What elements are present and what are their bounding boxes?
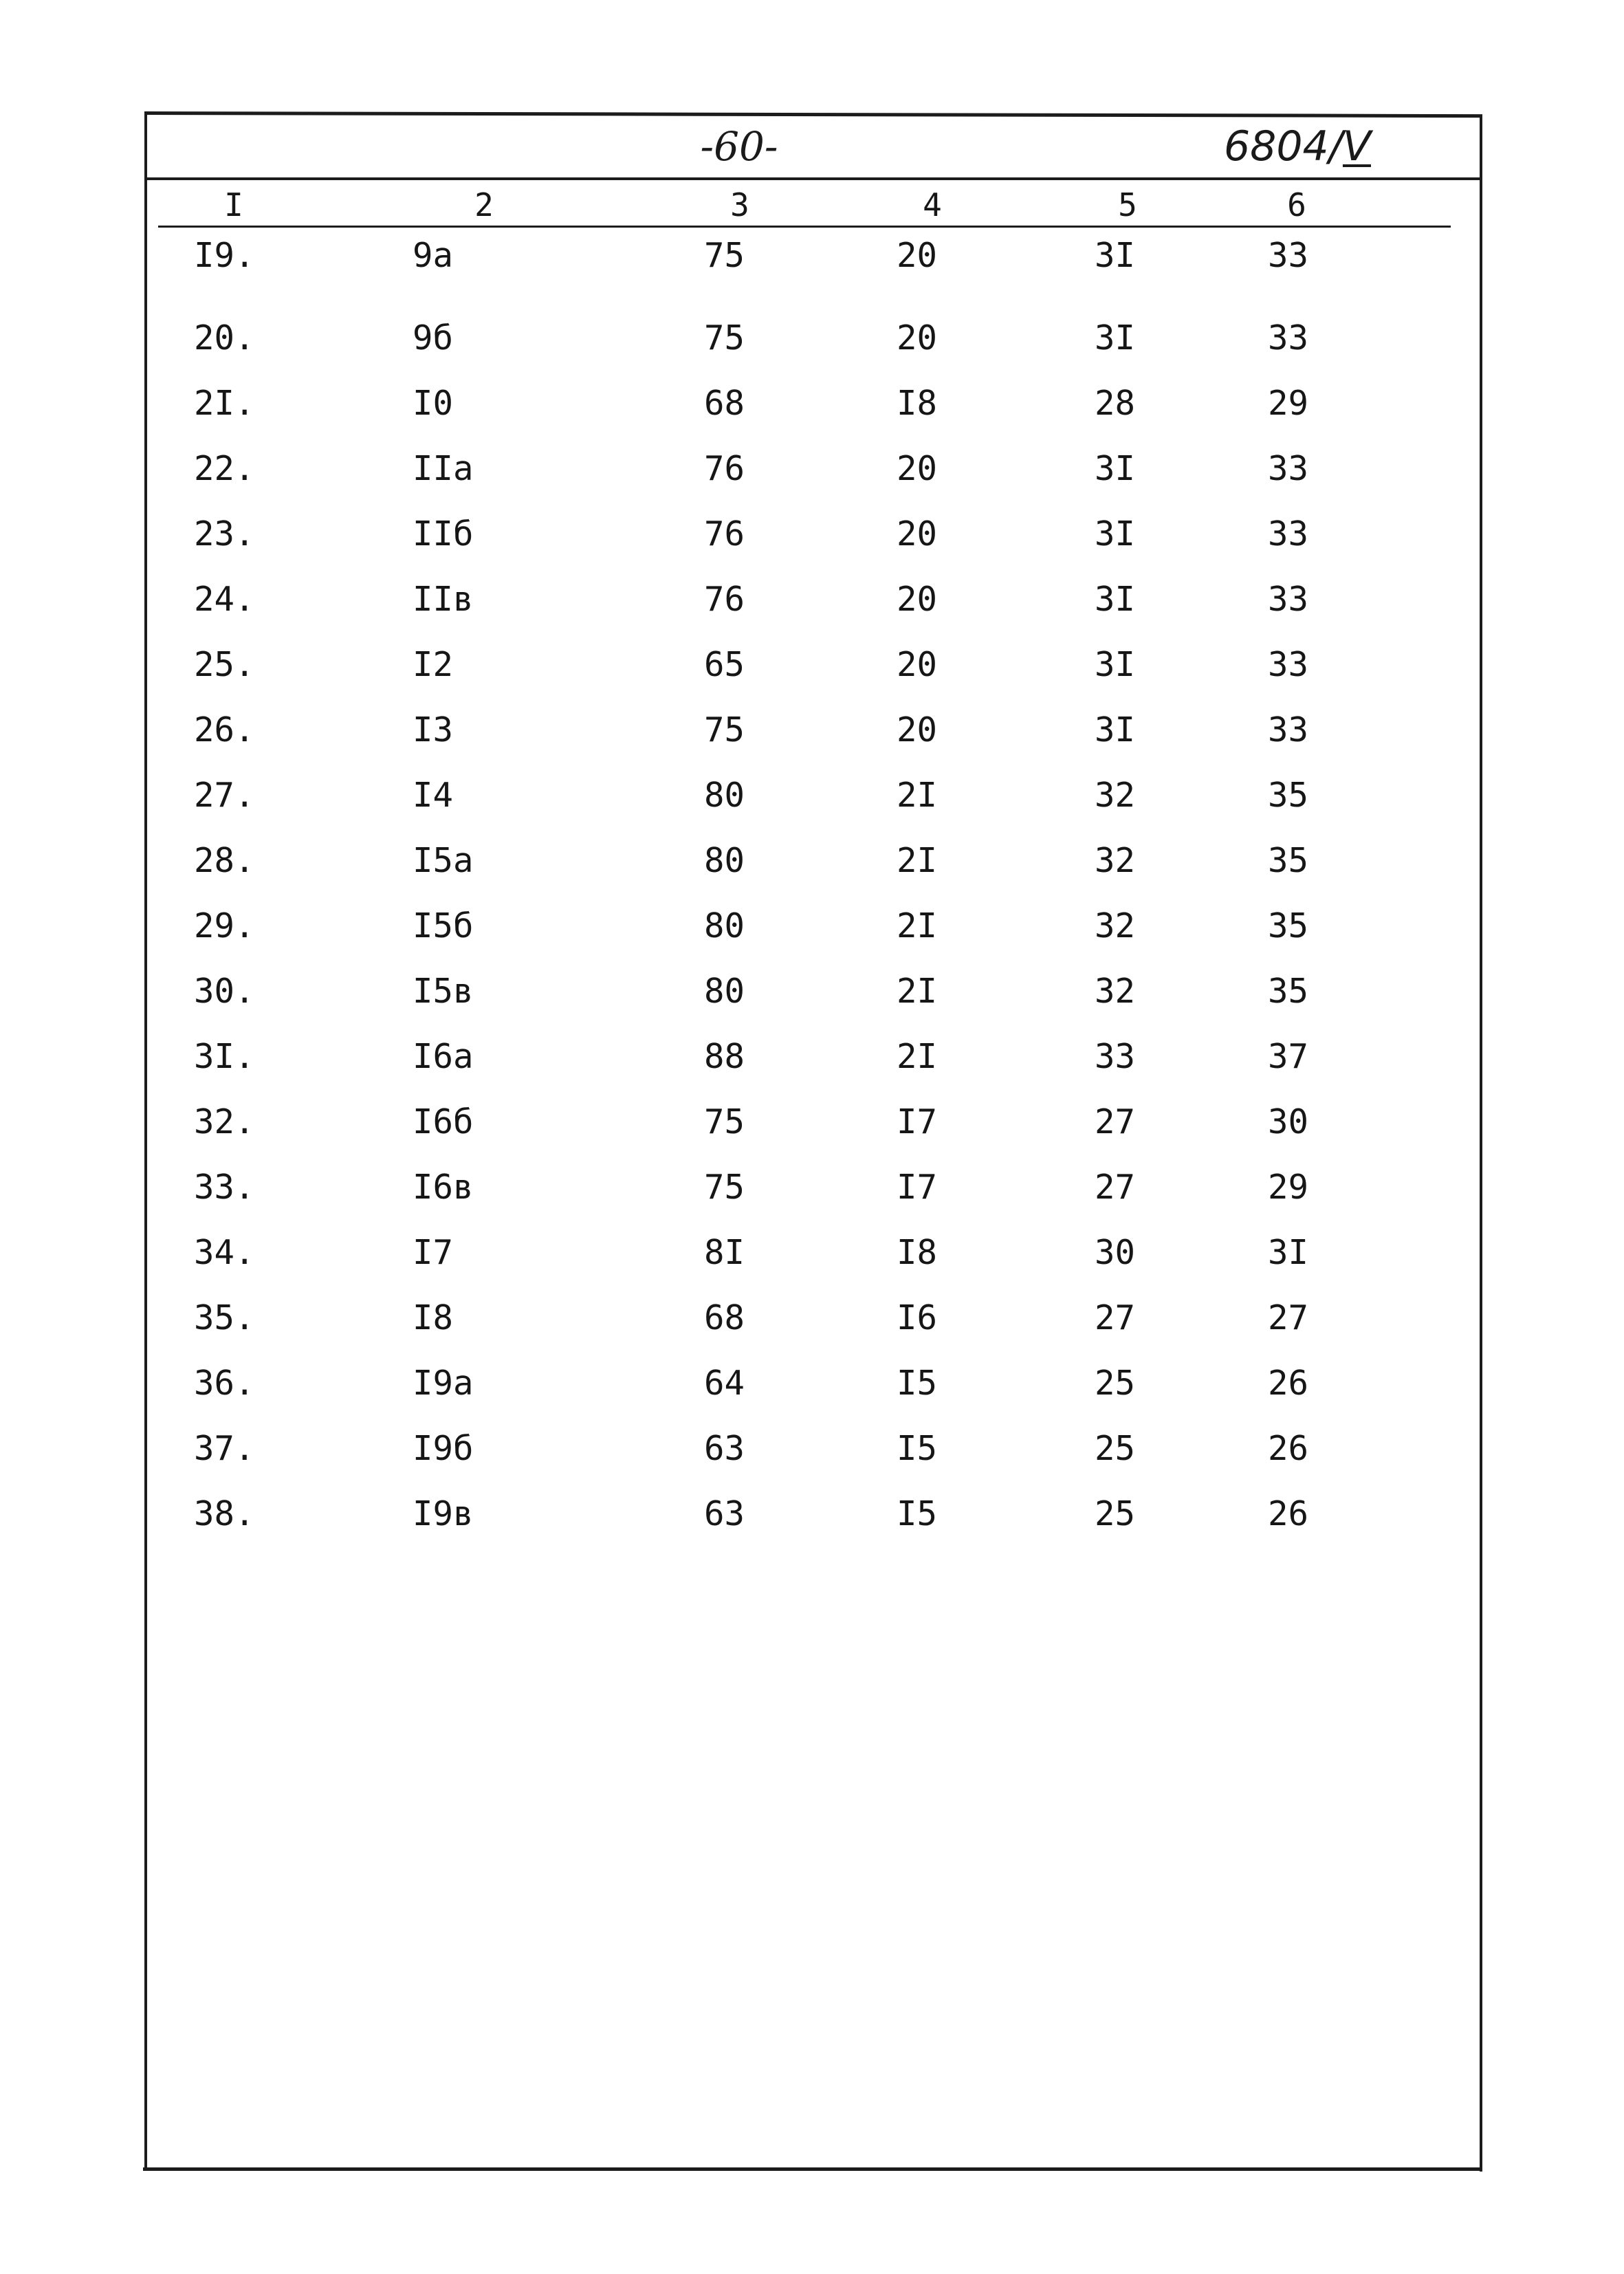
value-col-6: 33: [1268, 318, 1309, 358]
value-col-5: 25: [1095, 1429, 1136, 1468]
value-col-3: 80: [704, 841, 745, 880]
page-number: -60-: [700, 123, 778, 170]
value-col-4: 20: [897, 580, 938, 619]
value-col-5: 27: [1095, 1168, 1136, 1207]
item-code: I3: [413, 710, 454, 750]
value-col-3: 75: [704, 710, 745, 750]
item-code: IIб: [413, 514, 474, 554]
value-col-6: 30: [1268, 1102, 1309, 1141]
value-col-4: I5: [897, 1494, 938, 1533]
value-col-4: I5: [897, 1364, 938, 1403]
row-number: 2I.: [194, 384, 255, 423]
value-col-5: 3I: [1095, 449, 1136, 488]
value-col-5: 32: [1095, 972, 1136, 1011]
item-code: I2: [413, 645, 454, 684]
row-number: 3I.: [194, 1037, 255, 1076]
header-divider: [147, 177, 1480, 180]
value-col-6: 33: [1268, 236, 1309, 275]
value-col-3: 80: [704, 776, 745, 815]
value-col-6: 27: [1268, 1298, 1309, 1337]
value-col-4: 20: [897, 514, 938, 554]
value-col-6: 33: [1268, 645, 1309, 684]
document-code: [1224, 122, 1430, 171]
value-col-4: I8: [897, 384, 938, 423]
value-col-5: 3I: [1095, 236, 1136, 275]
value-col-6: 29: [1268, 384, 1309, 423]
frame-right-border: [1480, 116, 1482, 2172]
value-col-3: 75: [704, 236, 745, 275]
row-number: 37.: [194, 1429, 255, 1468]
value-col-6: 35: [1268, 841, 1309, 880]
row-number: 30.: [194, 972, 255, 1011]
value-col-5: 25: [1095, 1494, 1136, 1533]
column-number-5: 5: [1118, 186, 1137, 223]
value-col-5: 3I: [1095, 514, 1136, 554]
column-number-3: 3: [730, 186, 749, 223]
value-col-6: 37: [1268, 1037, 1309, 1076]
value-col-5: 28: [1095, 384, 1136, 423]
value-col-3: 8I: [704, 1233, 745, 1272]
value-col-4: I5: [897, 1429, 938, 1468]
value-col-3: 68: [704, 384, 745, 423]
row-number: 26.: [194, 710, 255, 750]
value-col-6: 26: [1268, 1494, 1309, 1533]
row-number: 27.: [194, 776, 255, 815]
row-number: 28.: [194, 841, 255, 880]
column-number-6: 6: [1287, 186, 1306, 223]
value-col-4: I7: [897, 1168, 938, 1207]
item-code: I5в: [413, 972, 474, 1011]
column-numbers-divider: [158, 226, 1451, 228]
document-code-section: V: [1342, 122, 1371, 171]
value-col-5: 33: [1095, 1037, 1136, 1076]
value-col-5: 3I: [1095, 710, 1136, 750]
value-col-4: 2I: [897, 972, 938, 1011]
value-col-5: 3I: [1095, 318, 1136, 358]
item-code: I5а: [413, 841, 474, 880]
column-number-4: 4: [923, 186, 942, 223]
frame-bottom-border: [143, 2167, 1482, 2171]
value-col-5: 32: [1095, 776, 1136, 815]
value-col-3: 63: [704, 1494, 745, 1533]
value-col-5: 27: [1095, 1102, 1136, 1141]
row-number: I9.: [194, 236, 255, 275]
document-code-main: 6804/: [1224, 122, 1343, 171]
value-col-6: 26: [1268, 1364, 1309, 1403]
item-code: I4: [413, 776, 454, 815]
column-number-1: I: [224, 186, 243, 223]
frame-top-border: [144, 111, 1482, 118]
item-code: I8: [413, 1298, 454, 1337]
row-number: 38.: [194, 1494, 255, 1533]
value-col-4: 2I: [897, 906, 938, 945]
item-code: I0: [413, 384, 454, 423]
item-code: I6а: [413, 1037, 474, 1076]
item-code: I6б: [413, 1102, 474, 1141]
row-number: 25.: [194, 645, 255, 684]
value-col-3: 75: [704, 318, 745, 358]
value-col-4: 2I: [897, 776, 938, 815]
item-code: 9б: [413, 318, 454, 358]
item-code: I9в: [413, 1494, 474, 1533]
row-number: 29.: [194, 906, 255, 945]
value-col-4: 2I: [897, 1037, 938, 1076]
value-col-6: 33: [1268, 514, 1309, 554]
column-number-2: 2: [474, 186, 494, 223]
item-code: I5б: [413, 906, 474, 945]
value-col-5: 30: [1095, 1233, 1136, 1272]
value-col-6: 35: [1268, 776, 1309, 815]
value-col-6: 26: [1268, 1429, 1309, 1468]
value-col-6: 3I: [1268, 1233, 1309, 1272]
value-col-5: 32: [1095, 906, 1136, 945]
row-number: 33.: [194, 1168, 255, 1207]
value-col-3: 63: [704, 1429, 745, 1468]
value-col-4: 20: [897, 645, 938, 684]
value-col-3: 76: [704, 514, 745, 554]
value-col-3: 75: [704, 1168, 745, 1207]
value-col-3: 76: [704, 580, 745, 619]
item-code: 9а: [413, 236, 454, 275]
item-code: IIа: [413, 449, 474, 488]
item-code: IIв: [413, 580, 474, 619]
value-col-3: 80: [704, 972, 745, 1011]
value-col-6: 29: [1268, 1168, 1309, 1207]
value-col-6: 33: [1268, 449, 1309, 488]
value-col-3: 76: [704, 449, 745, 488]
row-number: 24.: [194, 580, 255, 619]
row-number: 35.: [194, 1298, 255, 1337]
row-number: 23.: [194, 514, 255, 554]
row-number: 22.: [194, 449, 255, 488]
value-col-3: 75: [704, 1102, 745, 1141]
value-col-6: 33: [1268, 580, 1309, 619]
value-col-6: 35: [1268, 906, 1309, 945]
value-col-5: 32: [1095, 841, 1136, 880]
value-col-4: 20: [897, 710, 938, 750]
frame-left-border: [144, 111, 147, 2170]
value-col-5: 3I: [1095, 645, 1136, 684]
value-col-4: I7: [897, 1102, 938, 1141]
value-col-3: 64: [704, 1364, 745, 1403]
value-col-6: 33: [1268, 710, 1309, 750]
row-number: 20.: [194, 318, 255, 358]
item-code: I7: [413, 1233, 454, 1272]
value-col-4: 2I: [897, 841, 938, 880]
value-col-4: I8: [897, 1233, 938, 1272]
value-col-5: 3I: [1095, 580, 1136, 619]
value-col-4: 20: [897, 449, 938, 488]
value-col-4: 20: [897, 236, 938, 275]
row-number: 34.: [194, 1233, 255, 1272]
item-code: I9б: [413, 1429, 474, 1468]
value-col-4: I6: [897, 1298, 938, 1337]
value-col-3: 65: [704, 645, 745, 684]
value-col-5: 25: [1095, 1364, 1136, 1403]
value-col-4: 20: [897, 318, 938, 358]
value-col-6: 35: [1268, 972, 1309, 1011]
value-col-5: 27: [1095, 1298, 1136, 1337]
row-number: 36.: [194, 1364, 255, 1403]
value-col-3: 88: [704, 1037, 745, 1076]
value-col-3: 80: [704, 906, 745, 945]
row-number: 32.: [194, 1102, 255, 1141]
item-code: I9а: [413, 1364, 474, 1403]
value-col-3: 68: [704, 1298, 745, 1337]
item-code: I6в: [413, 1168, 474, 1207]
